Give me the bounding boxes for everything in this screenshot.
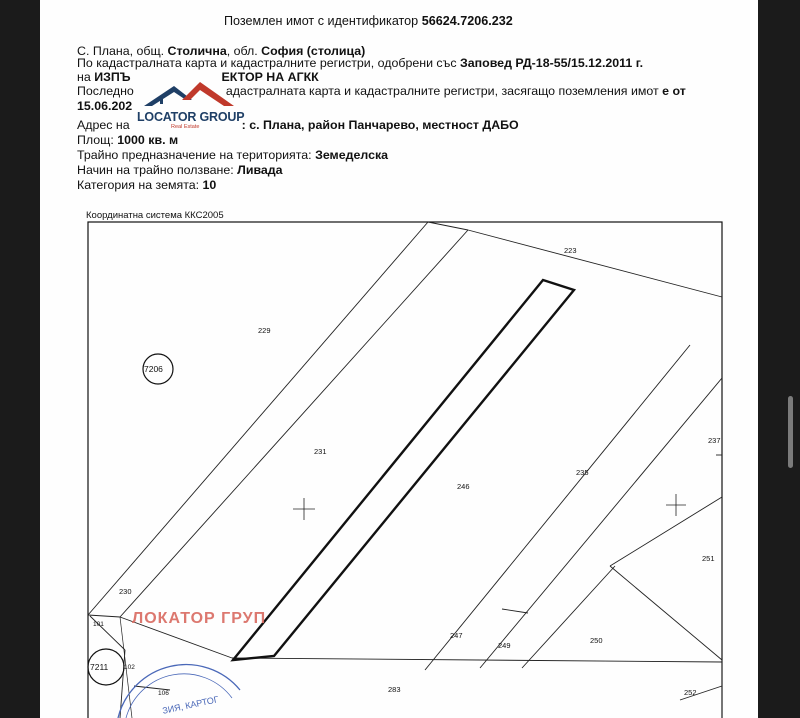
map-frame (88, 222, 722, 718)
logo-subtitle: Real Estate (171, 124, 200, 130)
usage-label: Начин на трайно ползване: (77, 163, 238, 177)
parcel-label-230: 230 (119, 587, 132, 596)
last-change-text: адастралната карта и кадастралните регистри, засягащо поземления имот (225, 84, 663, 98)
parcel-label-283: 283 (388, 685, 401, 694)
purpose-value: Земеделска (315, 148, 389, 162)
address-prefix: Адрес на (77, 118, 130, 132)
logo-name: LOCATOR GROUP (137, 110, 245, 124)
category-value: 10 (202, 178, 217, 192)
coordinate-system-label: Координатна система ККС2005 (86, 210, 224, 221)
logo-roof-left (144, 86, 192, 106)
address-value: : с. Плана, район Панчарево, местност ДАБО (241, 118, 519, 132)
parcel-label-249: 249 (498, 641, 511, 650)
director-prefix: на (77, 70, 95, 84)
document-page (40, 0, 758, 718)
area-label: Площ: (77, 133, 118, 147)
parcel-label-102: 102 (124, 664, 135, 671)
parcel-boundaries (88, 222, 722, 718)
subject-parcel-outline (233, 280, 574, 660)
watermark-text: ЛОКАТОР ГРУП (132, 610, 267, 627)
parcel-label-101: 101 (93, 621, 104, 628)
region-name: София (столица) (261, 44, 366, 58)
stamp-text: ЗИЯ, КАРТОГ (161, 694, 220, 716)
parcel-label-235: 235 (576, 468, 589, 477)
municipality-name: Столична (167, 44, 227, 58)
parcel-label-229: 229 (258, 326, 271, 335)
last-change-date: 15.06.202 (77, 99, 133, 113)
approval-order: Заповед РД-18-55/15.12.2011 г. (460, 56, 644, 70)
parcel-label-247: 247 (450, 631, 463, 640)
purpose-label: Трайно предназначение на територията: (77, 148, 316, 162)
parcel-label-250: 250 (590, 636, 603, 645)
parcel-label-237: 237 (708, 436, 721, 445)
municipality-prefix: , общ. (129, 44, 168, 58)
logo-roof-right (182, 82, 234, 106)
category-label: Категория на земята: (77, 178, 203, 192)
parcel-label-246: 246 (457, 482, 470, 491)
director-part-1: ИЗПЪ (94, 70, 131, 84)
grid-crosses (293, 494, 686, 520)
scrollbar-track[interactable] (786, 0, 794, 718)
area-value: 1000 кв. м (117, 133, 179, 147)
village-name: С. Плана (77, 44, 130, 58)
parcel-label-231: 231 (314, 447, 327, 456)
last-change-suffix: е от (662, 84, 686, 98)
usage-value: Ливада (237, 163, 283, 177)
approval-text: По кадастралната карта и кадастралните регистри, одобрени със (77, 56, 461, 70)
zone-label-7206: 7206 (144, 364, 163, 374)
parcel-label-223: 223 (564, 246, 577, 255)
parcel-label-106: 106 (158, 690, 169, 697)
parcel-identifier: 56624.7206.232 (421, 14, 513, 28)
zone-label-7211: 7211 (90, 662, 109, 672)
scrollbar-thumb[interactable] (788, 396, 793, 468)
region-prefix: , обл. (226, 44, 262, 58)
parcel-label-251: 251 (702, 554, 715, 563)
last-change-prefix: Последно (77, 84, 134, 98)
director-part-2: ЕКТОР НА АГКК (221, 70, 319, 84)
parcel-label-252: 252 (684, 688, 697, 697)
title-prefix: Поземлен имот с идентификатор (224, 14, 422, 28)
